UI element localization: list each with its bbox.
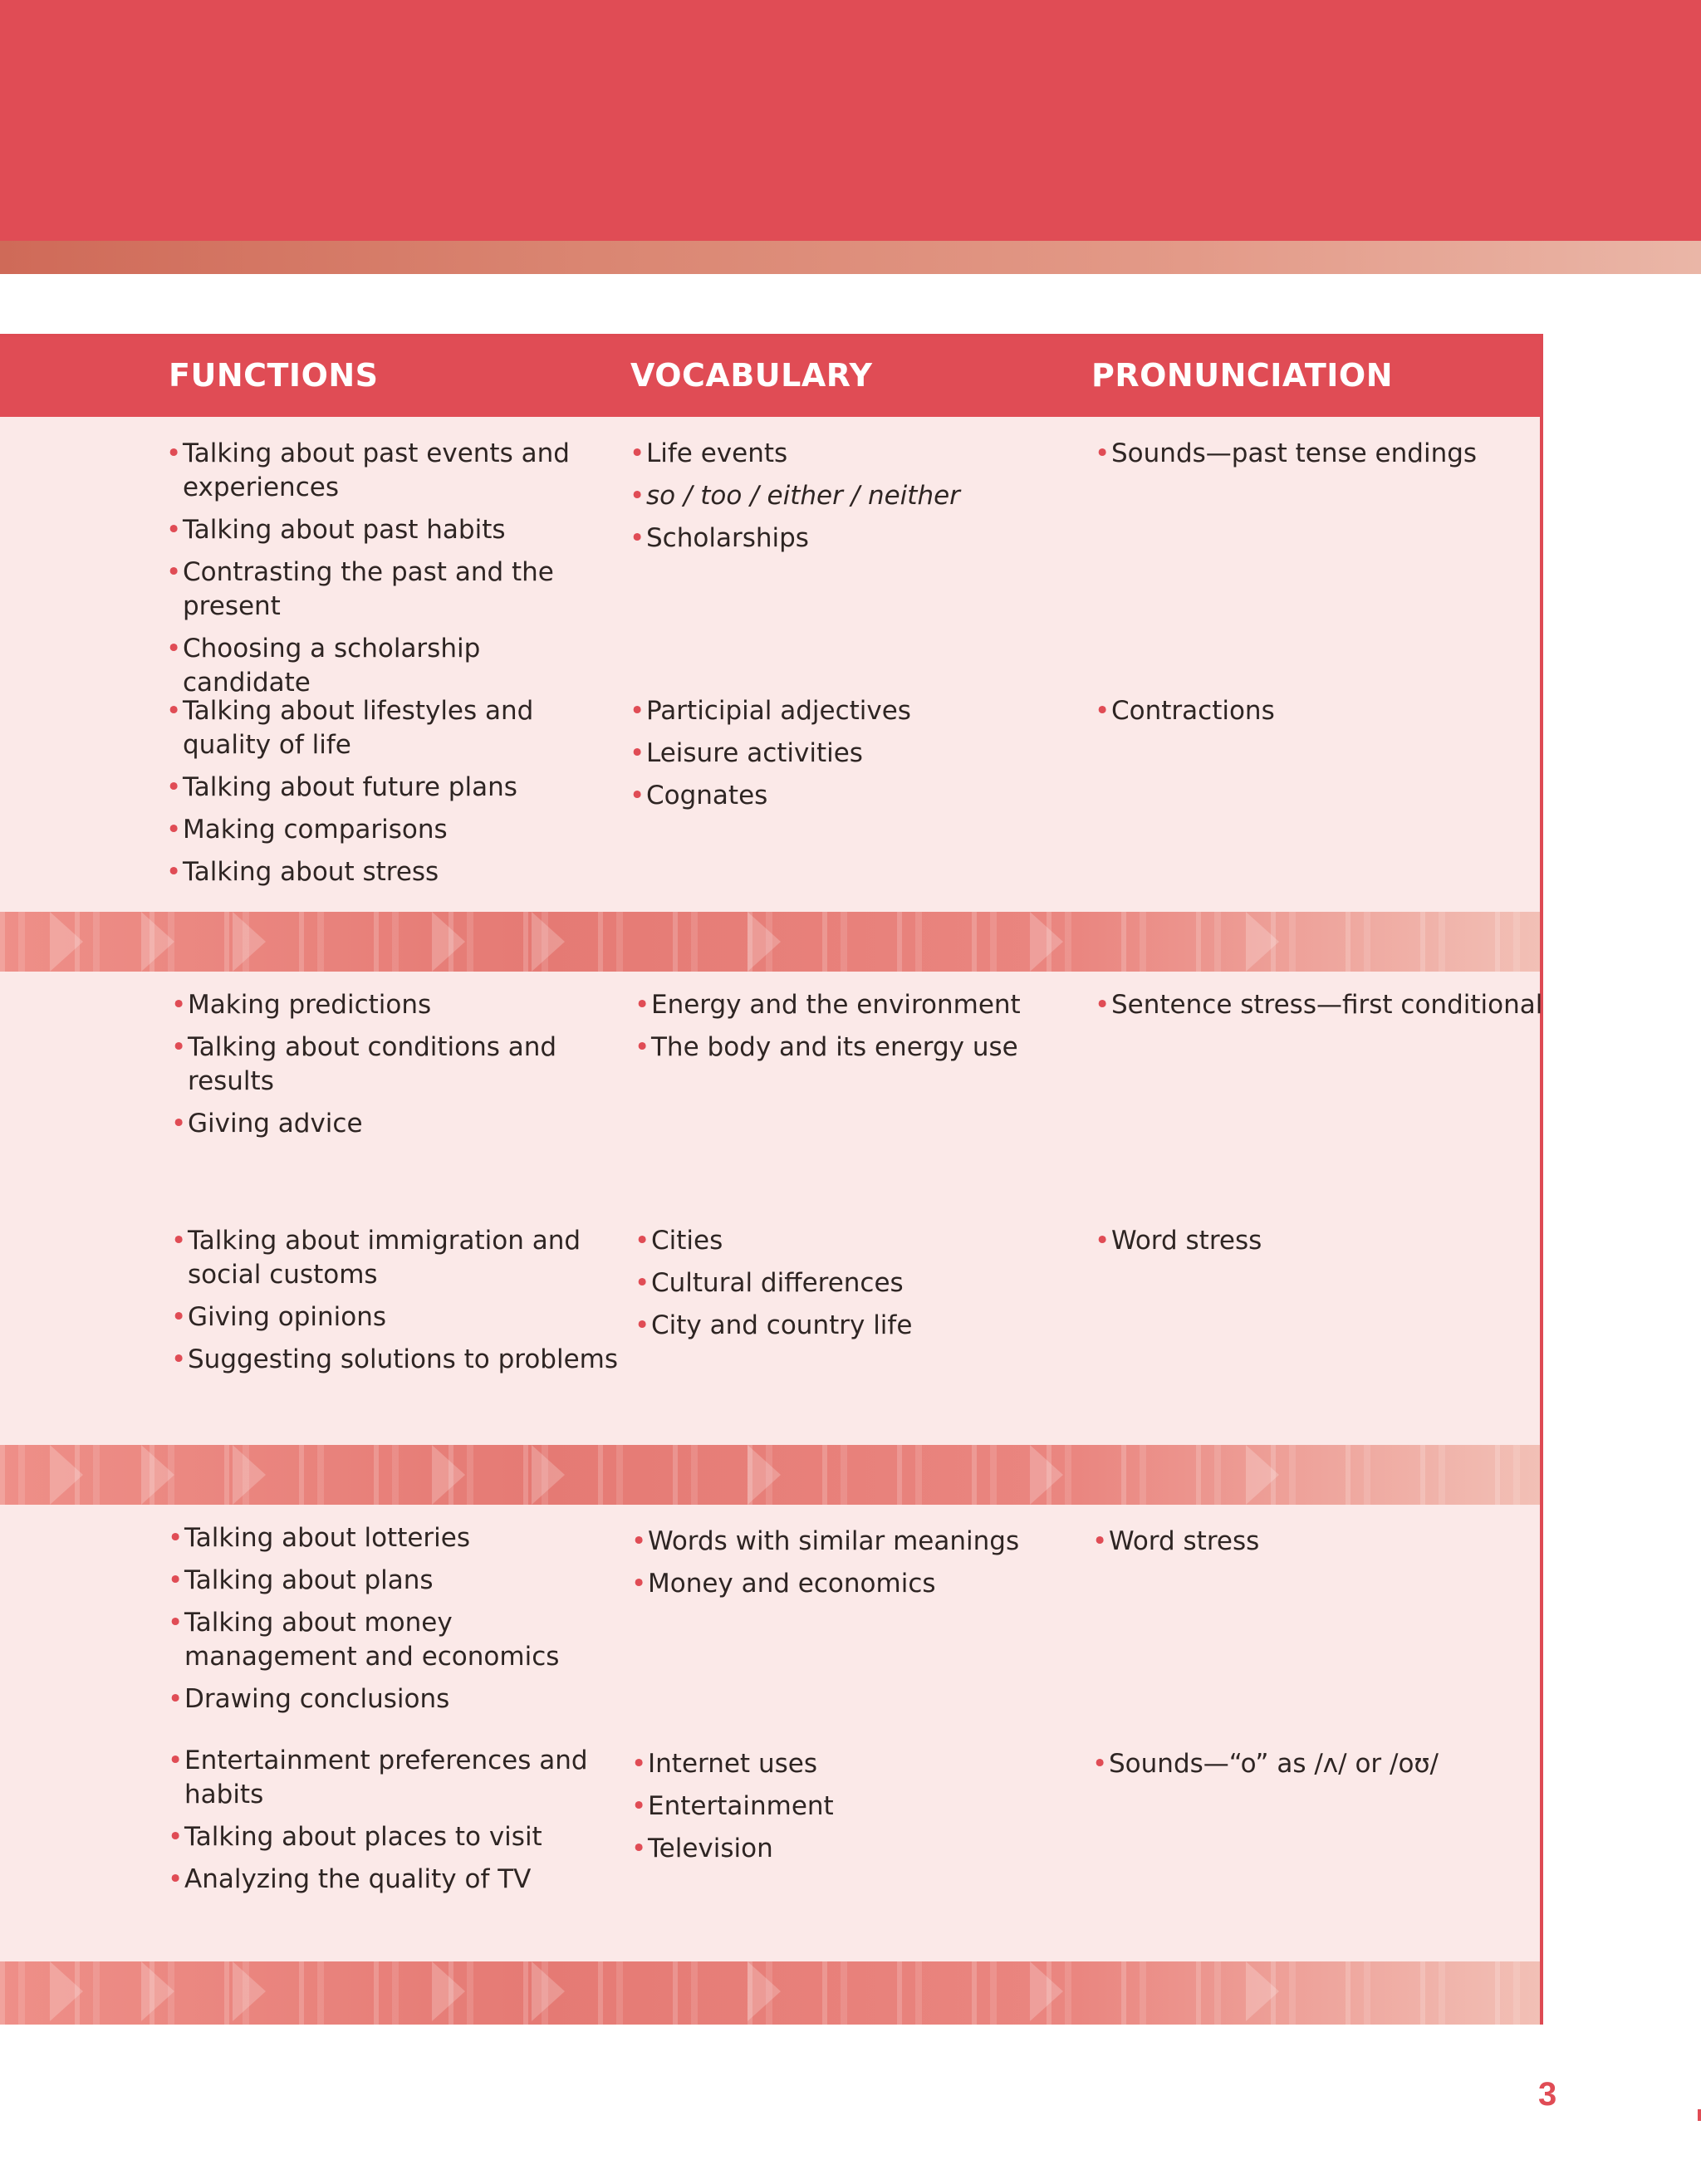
list-item: • Talking about future plans	[166, 772, 517, 802]
row-2-functions	[166, 694, 615, 898]
list-item: • Entertainment	[631, 1791, 834, 1821]
list-item: • Contractions	[1095, 696, 1275, 726]
divider-band	[0, 1445, 1540, 1505]
list-item: • Word stress	[1092, 1526, 1260, 1556]
row-2-vocabulary	[630, 694, 1078, 821]
row-5-functions	[168, 1521, 616, 1725]
list-item: • Talking about past habits	[166, 515, 506, 545]
list-item: • Talking about past events and experiences	[166, 438, 570, 502]
row-1-pronunciation	[1095, 437, 1543, 479]
row-3-pronunciation	[1095, 988, 1543, 1031]
list-item: • Cultural differences	[635, 1268, 904, 1298]
top-banner	[0, 0, 1701, 241]
pronunciation-heading: PRONUNCIATION	[1091, 357, 1394, 394]
top-gradient-stripe	[0, 241, 1701, 274]
row-6-pronunciation	[1092, 1747, 1541, 1790]
list-item: • Giving opinions	[171, 1302, 387, 1332]
list-item: • Sentence stress—first conditional	[1095, 990, 1543, 1020]
list-item: • Cognates	[630, 781, 768, 810]
list-item: • so / too / either / neither	[630, 481, 960, 511]
list-item: • Leisure activities	[630, 738, 863, 768]
list-item: • Energy and the environment	[635, 990, 1021, 1020]
list-item: • Making predictions	[171, 990, 432, 1020]
list-item: • The body and its energy use	[635, 1032, 1018, 1062]
row-5-pronunciation	[1092, 1525, 1541, 1567]
divider-band	[0, 1961, 1540, 2025]
table-header	[0, 337, 1540, 417]
row-1-functions	[166, 437, 615, 708]
list-item: • Talking about plans	[168, 1565, 434, 1595]
list-item: • Choosing a scholarship candidate	[166, 634, 481, 698]
list-item: • Talking about stress	[166, 857, 439, 887]
list-item: • Drawing conclusions	[168, 1684, 450, 1714]
list-item: • Talking about lotteries	[168, 1523, 470, 1553]
list-item: • Talking about immigration and social customs	[171, 1226, 581, 1290]
page-number: 3	[1538, 2076, 1557, 2113]
list-item: • City and country life	[635, 1310, 913, 1340]
list-item: • Analyzing the quality of TV	[168, 1864, 532, 1894]
row-4-functions	[171, 1224, 620, 1385]
row-1-vocabulary	[630, 437, 1078, 564]
edge-mark	[1698, 2109, 1701, 2121]
list-item: • Internet uses	[631, 1749, 817, 1779]
list-item: • Sounds—past tense endings	[1095, 438, 1478, 468]
list-item: • Participial adjectives	[630, 696, 911, 726]
list-item: • Life events	[630, 438, 788, 468]
row-6-vocabulary	[631, 1747, 1080, 1874]
contents-table	[0, 334, 1543, 2025]
list-item: • Talking about money management and economics	[168, 1608, 560, 1672]
row-3-functions	[171, 988, 620, 1149]
list-item: • Making comparisons	[166, 815, 448, 845]
list-item: • Entertainment preferences and habits	[168, 1746, 588, 1809]
row-5-vocabulary	[631, 1525, 1080, 1609]
list-item: • Giving advice	[171, 1109, 363, 1139]
list-item: • Words with similar meanings	[631, 1526, 1020, 1556]
list-item: • Word stress	[1095, 1226, 1262, 1256]
list-item: • Talking about lifestyles and quality of life	[166, 696, 534, 760]
row-2-pronunciation	[1095, 694, 1543, 737]
list-item: • Talking about places to visit	[168, 1822, 542, 1852]
functions-heading: FUNCTIONS	[169, 357, 379, 394]
divider-band	[0, 912, 1540, 972]
list-item: • Contrasting the past and the present	[166, 557, 554, 621]
row-6-functions	[168, 1744, 616, 1905]
row-4-vocabulary	[635, 1224, 1083, 1351]
row-3-vocabulary	[635, 988, 1083, 1073]
row-4-pronunciation	[1095, 1224, 1543, 1266]
vocabulary-heading: VOCABULARY	[630, 357, 873, 394]
list-item: • Money and economics	[631, 1569, 936, 1599]
list-item: • Suggesting solutions to problems	[171, 1344, 619, 1374]
list-item: • Sounds—“o” as /ʌ/ or /oʊ/	[1092, 1749, 1439, 1779]
list-item: • Television	[631, 1834, 773, 1863]
list-item: • Talking about conditions and results	[171, 1032, 557, 1096]
list-item: • Cities	[635, 1226, 723, 1256]
list-item: • Scholarships	[630, 523, 809, 553]
